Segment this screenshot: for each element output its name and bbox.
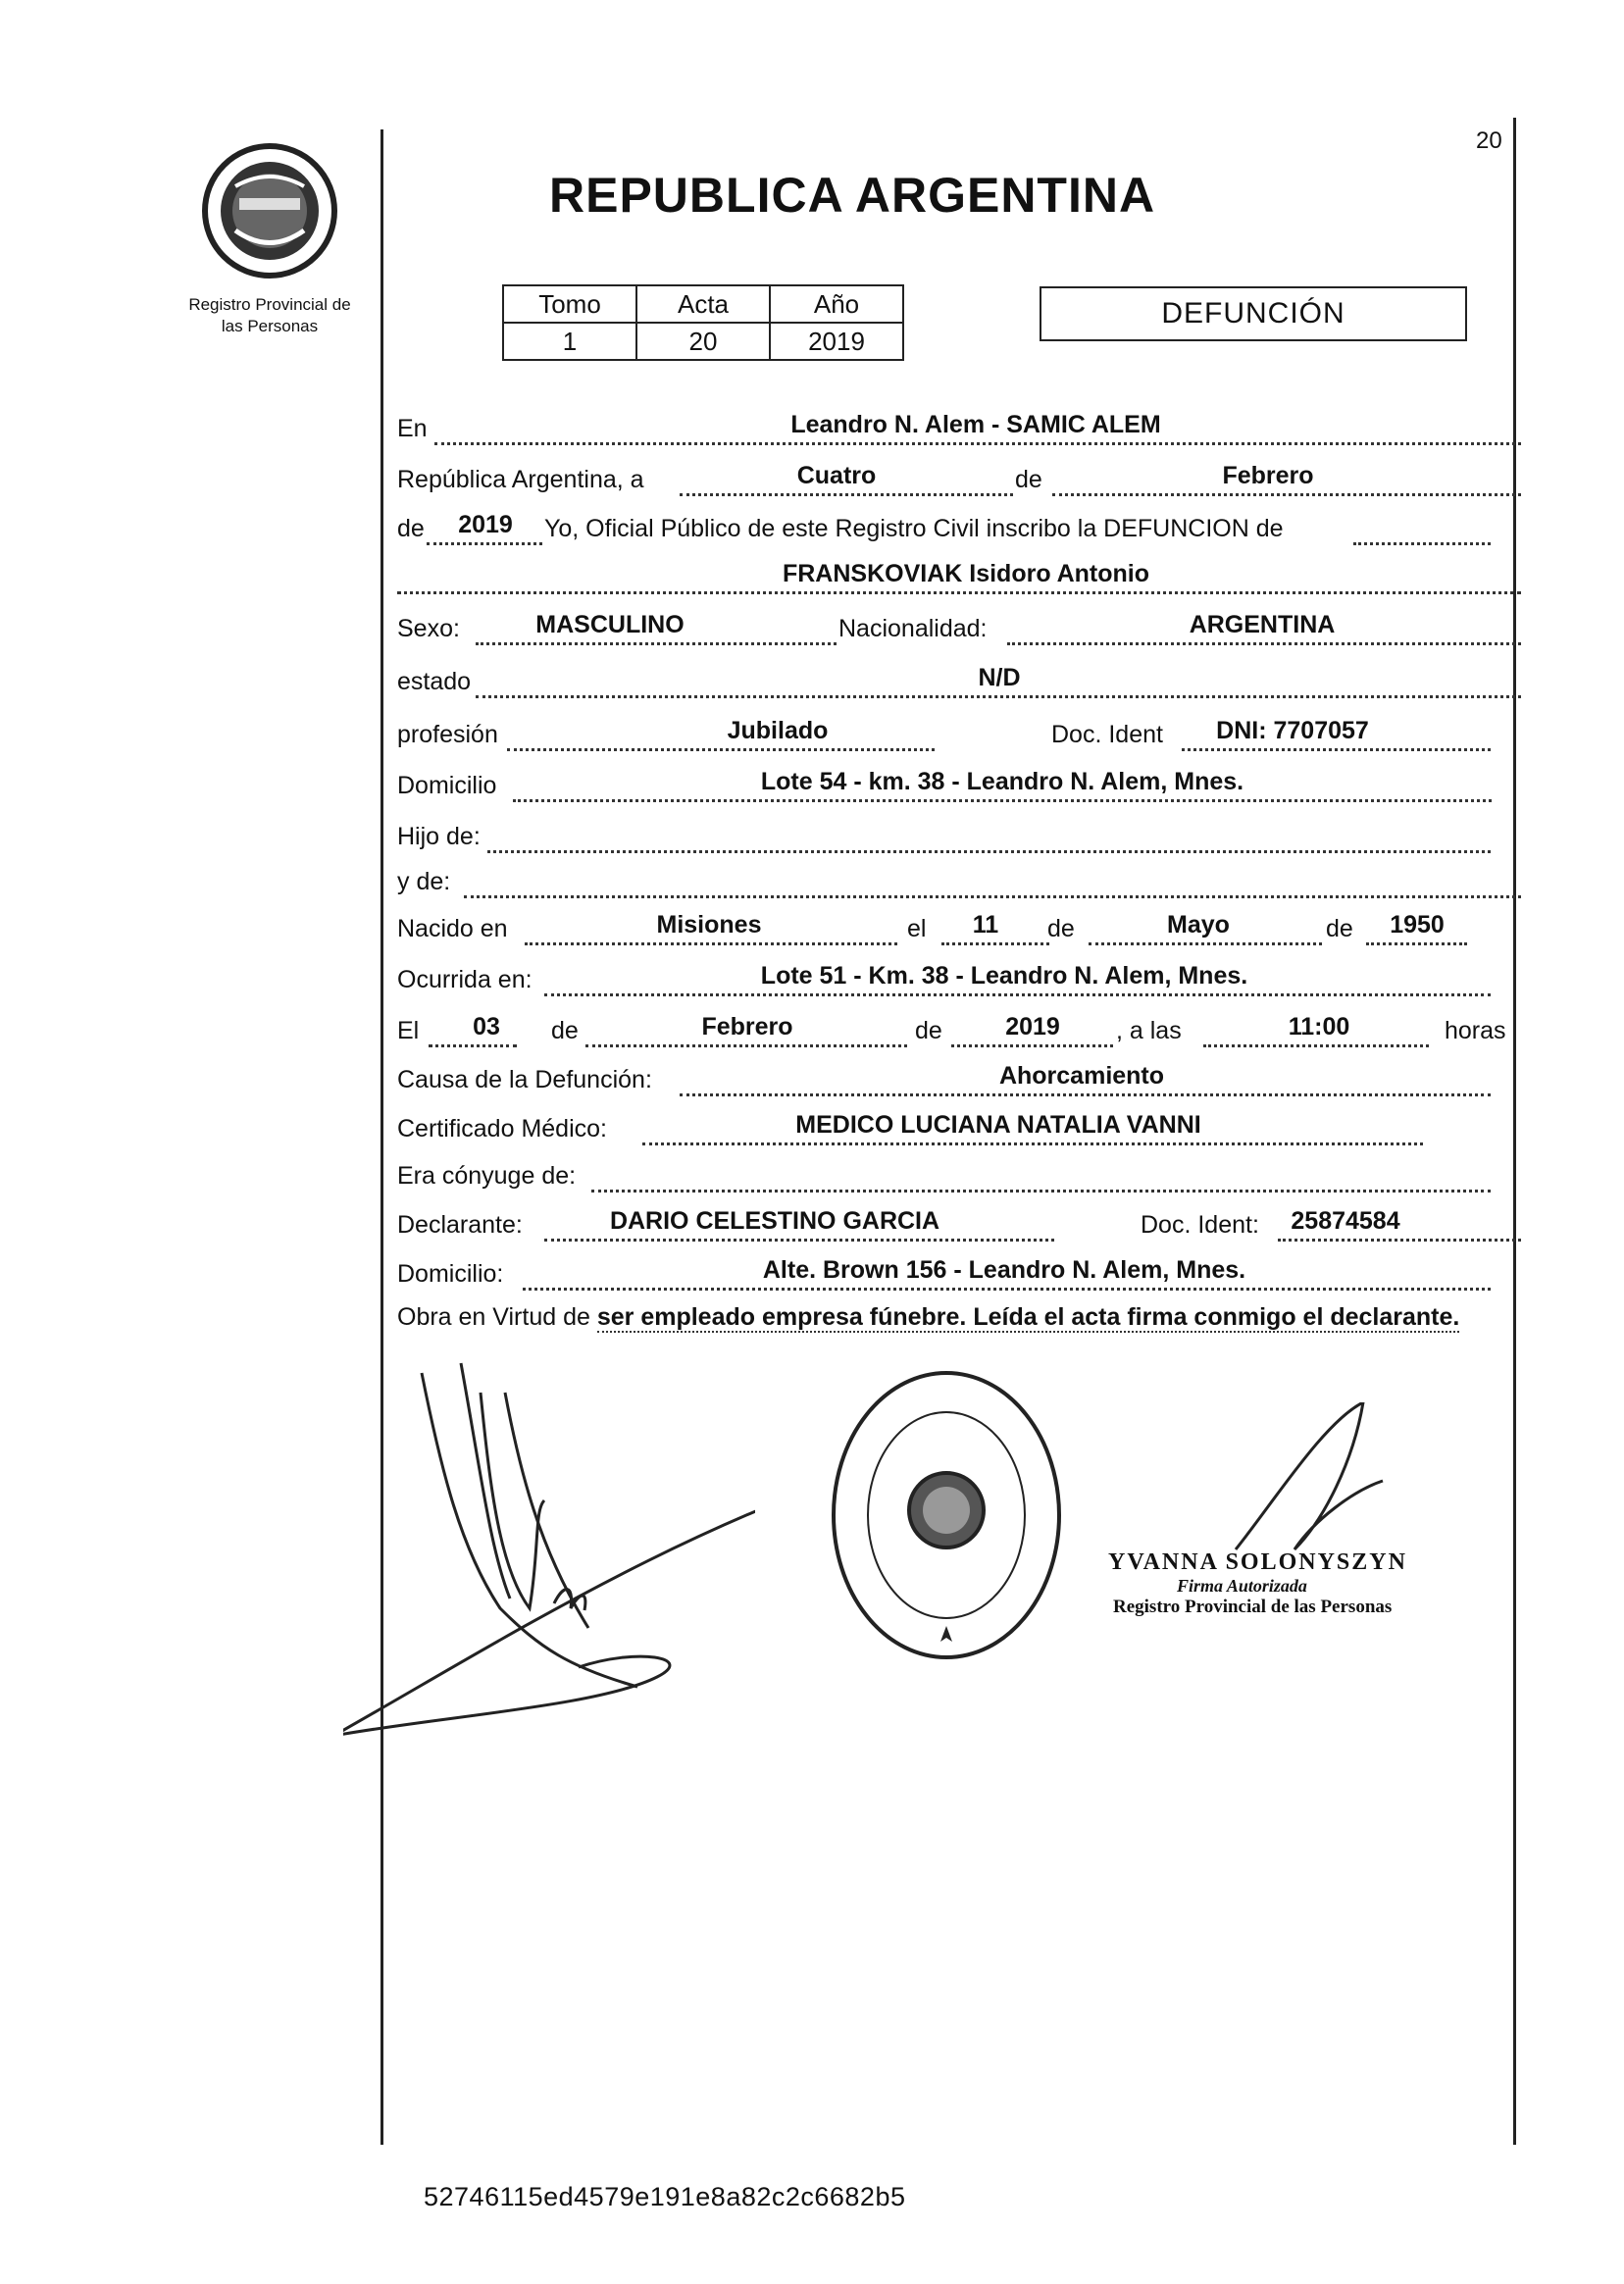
sexo-label: Sexo: — [397, 615, 460, 642]
official-name: YVANNA SOLONYSZYN — [1108, 1549, 1407, 1575]
row-ocurrida — [397, 961, 1523, 996]
nacido-mes-value: Mayo — [1167, 911, 1230, 939]
document-type-box: DEFUNCIÓN — [1040, 286, 1467, 341]
lugar-value: Leandro N. Alem - SAMIC ALEM — [790, 411, 1161, 438]
row-fecha-defuncion — [397, 1012, 1523, 1047]
official-role: Firma Autorizada — [1177, 1576, 1307, 1596]
row-certificado — [397, 1110, 1523, 1145]
official-stamp-icon — [824, 1363, 1069, 1667]
anio-label: Año — [770, 285, 903, 323]
profesion-label: profesión — [397, 721, 498, 748]
anio-inscripcion-value: 2019 — [458, 511, 513, 538]
register-value-row — [503, 323, 903, 360]
row-domicilio-declarante — [397, 1255, 1523, 1291]
inscribo-label: Yo, Oficial Público de este Registro Civil inscribo la DEFUNCION de — [544, 515, 1284, 542]
profesion-line — [507, 721, 935, 751]
nacionalidad-label: Nacionalidad: — [838, 615, 988, 642]
doc2-value: 25874584 — [1291, 1207, 1400, 1235]
declarante-value: DARIO CELESTINO GARCIA — [609, 1207, 940, 1235]
de-label: de — [1015, 466, 1042, 493]
fecha-mes-value: Febrero — [701, 1013, 793, 1040]
certificado-value: MEDICO LUCIANA NATALIA VANNI — [795, 1111, 1201, 1139]
page-number: 20 — [1476, 127, 1502, 154]
row-fecha-inscripcion — [397, 461, 1523, 496]
horas-label: horas — [1445, 1017, 1506, 1044]
de6-label: de — [915, 1017, 942, 1044]
row-y-de — [397, 863, 1523, 898]
official-signature — [1216, 1402, 1412, 1559]
doc-value: DNI: 7707057 — [1216, 717, 1369, 744]
de5-label: de — [551, 1017, 579, 1044]
register-table — [502, 284, 904, 361]
tomo-value: 1 — [503, 323, 636, 360]
tomo-label: Tomo — [503, 285, 636, 323]
official-org: Registro Provincial de las Personas — [1113, 1597, 1393, 1617]
obra-en-virtud-paragraph — [397, 1296, 1525, 1338]
de4-label: de — [1326, 915, 1353, 942]
estado-value: N/D — [978, 664, 1021, 691]
page-title: REPUBLICA ARGENTINA — [549, 168, 1156, 223]
sexo-value: MASCULINO — [535, 611, 685, 638]
row-estado — [397, 663, 1523, 698]
org-name-line1: Registro Provincial de — [188, 295, 351, 314]
official-signature-block — [1108, 1549, 1442, 1618]
de3-label: de — [1047, 915, 1075, 942]
register-header-row — [503, 285, 903, 323]
row-lugar — [397, 410, 1523, 445]
certificado-label: Certificado Médico: — [397, 1115, 607, 1142]
causa-label: Causa de la Defunción: — [397, 1066, 652, 1093]
hora-value: 11:00 — [1288, 1013, 1350, 1040]
row-sexo — [397, 610, 1523, 645]
domicilio-value: Lote 54 - km. 38 - Leandro N. Alem, Mnes. — [760, 768, 1244, 795]
anio-value: 2019 — [770, 323, 903, 360]
left-margin-rule — [381, 129, 383, 2145]
row-profesion — [397, 716, 1523, 751]
provincial-seal-icon — [196, 137, 343, 284]
causa-value: Ahorcamiento — [998, 1062, 1165, 1090]
obra-value: ser empleado empresa fúnebre. Leída el acta firma conmigo el declarante. — [596, 1303, 1460, 1331]
acta-value: 20 — [636, 323, 770, 360]
nacido-label: Nacido en — [397, 915, 508, 942]
conyuge-label: Era cónyuge de: — [397, 1162, 577, 1190]
republica-label: República Argentina, a — [397, 466, 644, 493]
mes-value: Febrero — [1222, 462, 1314, 489]
org-name — [157, 294, 382, 337]
alas-label: , a las — [1116, 1017, 1182, 1044]
row-conyuge — [397, 1157, 1523, 1193]
nacionalidad-value: ARGENTINA — [1189, 611, 1336, 638]
en-label: En — [397, 415, 428, 442]
domicilio-label: Domicilio — [397, 772, 497, 799]
de2-label: de — [397, 515, 425, 542]
doc-label: Doc. Ident — [1051, 721, 1163, 748]
row-nacimiento — [397, 910, 1523, 945]
row-hijo-de — [397, 818, 1523, 853]
nacido-dia-value: 11 — [972, 911, 999, 939]
profesion-value: Jubilado — [727, 717, 829, 744]
doc2-label: Doc. Ident: — [1141, 1211, 1259, 1239]
declarant-signature — [343, 1353, 755, 1765]
document-hash: 52746115ed4579e191e8a82c2c6682b5 — [424, 2182, 906, 2211]
ocurrida-value: Lote 51 - Km. 38 - Leandro N. Alem, Mnes. — [760, 962, 1248, 990]
row-inscribo — [397, 510, 1523, 545]
row-causa — [397, 1061, 1523, 1096]
declarante-label: Declarante: — [397, 1211, 523, 1239]
nacido-anio-value: 1950 — [1390, 911, 1445, 939]
hijo-label: Hijo de: — [397, 823, 481, 850]
conyuge-line — [591, 1162, 1491, 1193]
row-declarante — [397, 1206, 1523, 1242]
fecha-dia-value: 03 — [473, 1013, 500, 1040]
row-nombre — [397, 559, 1523, 594]
obra-label: Obra en Virtud de — [397, 1303, 590, 1331]
el2-label: El — [397, 1017, 420, 1044]
estado-label: estado — [397, 668, 472, 695]
inscribo-line — [1353, 515, 1491, 545]
nacido-lugar-value: Misiones — [656, 911, 762, 939]
fecha-anio-value: 2019 — [1005, 1013, 1060, 1040]
dia-value: Cuatro — [796, 462, 877, 489]
ocurrida-label: Ocurrida en: — [397, 966, 533, 993]
domicilio2-label: Domicilio: — [397, 1260, 504, 1288]
yde-line — [464, 868, 1521, 898]
row-domicilio — [397, 767, 1523, 802]
org-name-line2: las Personas — [221, 317, 319, 335]
domicilio2-value: Alte. Brown 156 - Leandro N. Alem, Mnes. — [762, 1256, 1246, 1284]
hijo-line — [487, 823, 1491, 853]
yde-label: y de: — [397, 868, 451, 895]
nombre-value: FRANSKOVIAK Isidoro Antonio — [782, 560, 1150, 587]
el-label: el — [907, 915, 927, 942]
acta-label: Acta — [636, 285, 770, 323]
registry-logo-block — [157, 137, 382, 337]
